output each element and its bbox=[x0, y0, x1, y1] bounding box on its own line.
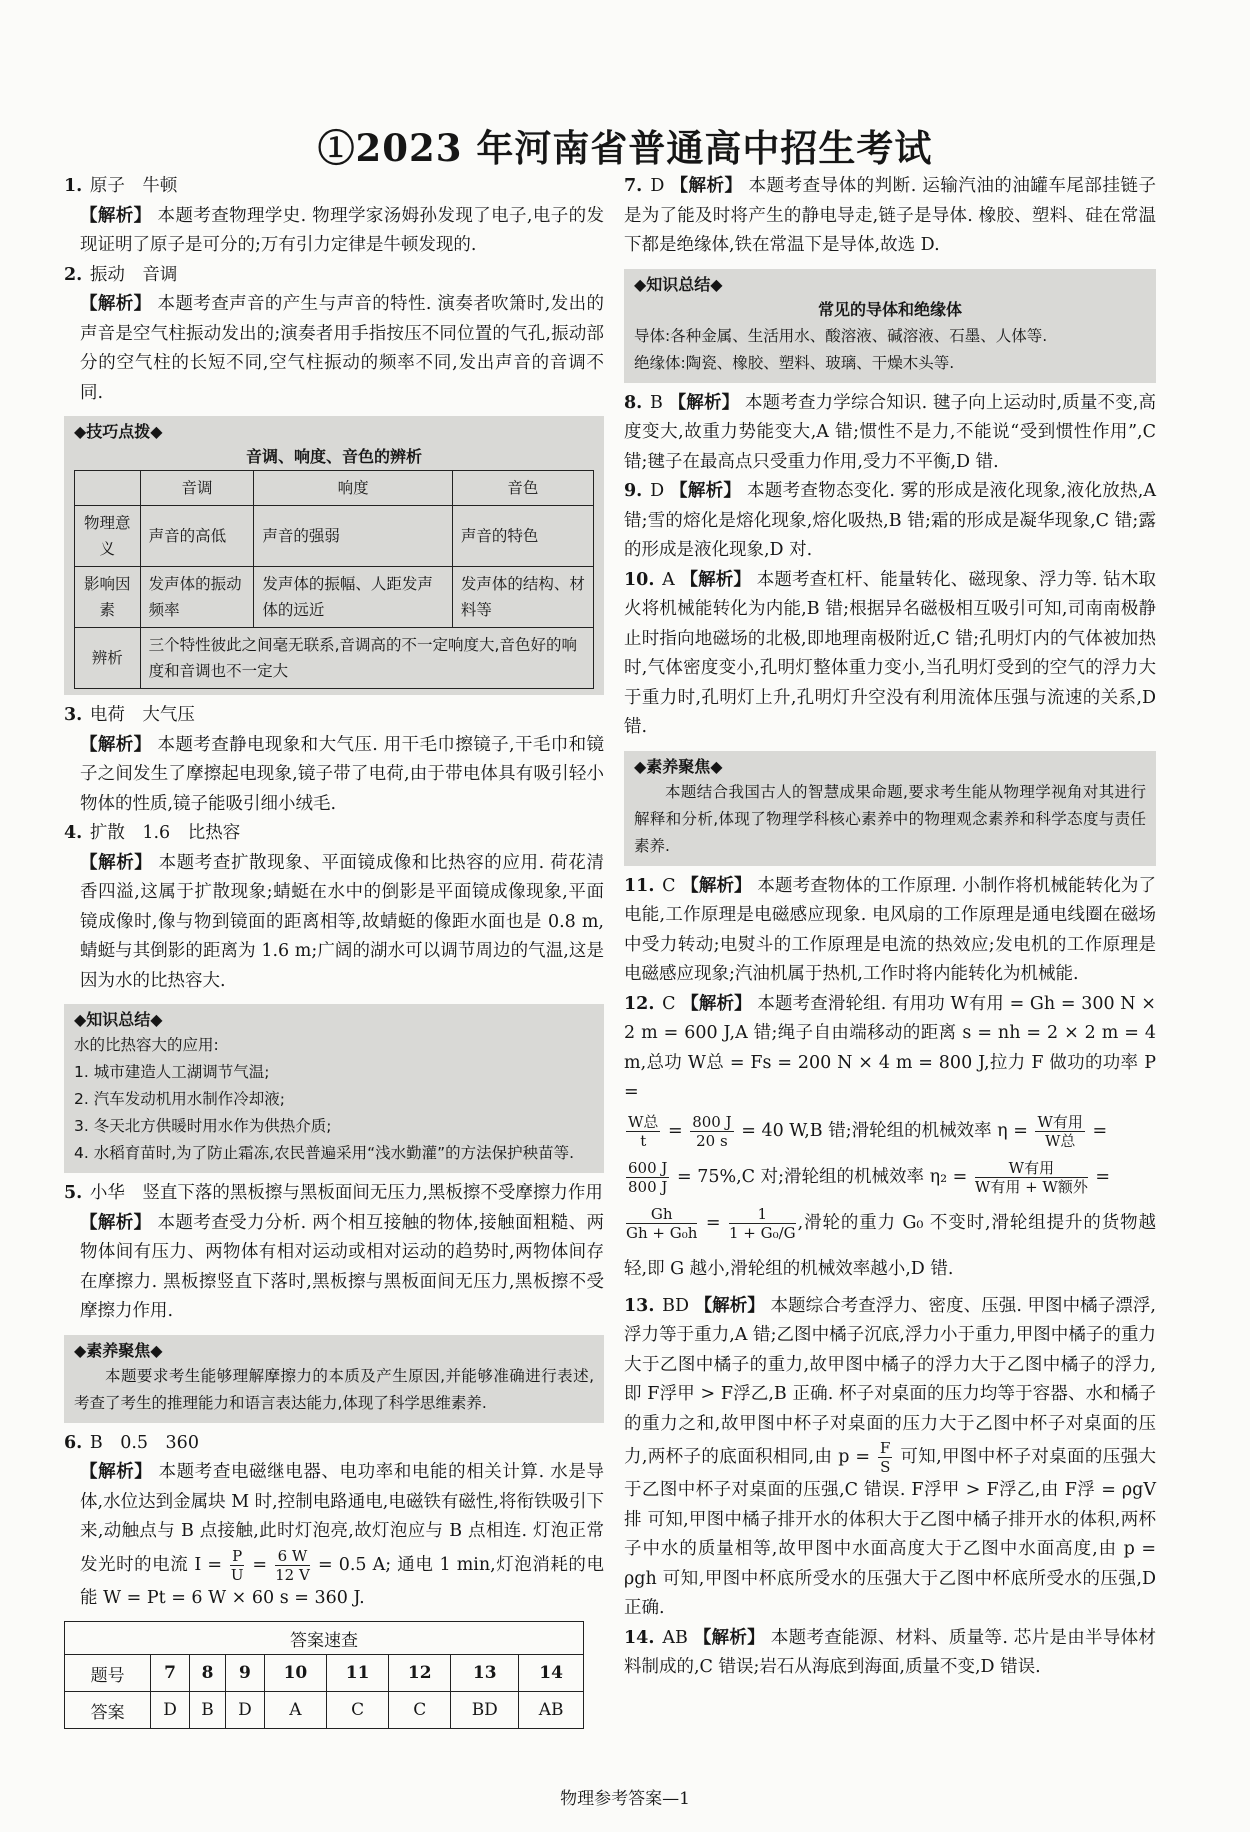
question-7: 7. D 【解析】 本题考查导体的判断. 运输汽油的油罐车尾部挂链子是为了能及时将产生的静电导走,链子是导体. 橡胶、塑料、硅在常温下都是绝缘体,铁在常温下是导体,故选 D. bbox=[624, 176, 1156, 255]
question-2-analysis: 【解析】 本题考查声音的产生与声音的特性. 演奏者吹箫时,发出的声音是空气柱振动发出的;演奏者用手指按压不同位置的气孔,振动部分的空气柱的长短不同,空气柱振动的频率不同,发出声音的音调不同. bbox=[80, 294, 605, 403]
question-14: 14. AB 【解析】 本题考查能源、材料、质量等. 芯片是由半导体材料制成的,C 错误;岩石从海底到海面,质量不变,D 错误. bbox=[624, 1627, 1156, 1677]
tip-cell: 发声体的振幅、人距发声体的远近 bbox=[254, 567, 452, 628]
knowledge-box bbox=[64, 1004, 604, 1173]
tip-box-header: ◆技巧点拨◆ bbox=[74, 422, 163, 441]
question-number: 10 bbox=[264, 1655, 326, 1692]
current-fraction: $\frac{P}{U}$ bbox=[230, 1546, 244, 1584]
knowledge-box-title: 常见的导体和绝缘体 bbox=[817, 299, 962, 319]
tip-row-label: 物理意义 bbox=[75, 506, 141, 567]
question-2-answer: 2. 振动 音调 bbox=[64, 264, 178, 285]
knowledge-box-header: ◆知识总结◆ bbox=[634, 274, 723, 294]
question-5-answer: 5. 小华 竖直下落的黑板擦与黑板面间无压力,黑板擦不受摩擦力作用 bbox=[64, 1183, 603, 1203]
question-10: 10. A 【解析】 本题考查杠杆、能量转化、磁现象、浮力等. 钻木取火将机械能转化为内能,B 错;根据异名磁极相互吸引可知,司南南极静止时指向地磁场的北极,即地理南极附近,C 错;孔明灯内的气体被加热时,气体密度变小,孔明灯整体重力变小,当孔明灯受到的空气的浮力大于重力时,孔明灯上升,孔明灯升空没有利用流体压强与流速的关系,D 错. bbox=[624, 569, 1156, 737]
literacy-text: 本题要求考生能够理解摩擦力的本质及产生原因,并能够准确进行表述,考查了考生的推理能力和语言表达能力,体现了科学思维素养. bbox=[74, 1366, 594, 1412]
question-1-answer: 1. 原子 牛顿 bbox=[64, 176, 178, 196]
question-number: 12 bbox=[389, 1655, 451, 1692]
question-8: 8. B 【解析】 本题考查力学综合知识. 毽子向上运动时,质量不变,高度变大,故重力势能变大,A 错;惯性不是力,不能说“受到惯性作用”,C 错;毽子在最高点只受重力作用,受力不平衡,D 错. bbox=[624, 392, 1157, 472]
question-9: 9. D 【解析】 本题考查物态变化. 雾的形成是液化现象,液化放热,A 错;雪的熔化是熔化现象,熔化吸热,B 错;霜的形成是凝华现象,C 错;露的形成是液化现象,D 对. bbox=[624, 481, 1156, 560]
tip-cell: 声音的强弱 bbox=[254, 506, 452, 567]
answer-table-caption: 答案速查 bbox=[65, 1622, 584, 1655]
knowledge-item: 导体:各种金属、生活用水、酸溶液、碱溶液、石墨、人体等. bbox=[634, 326, 1048, 345]
literacy-box bbox=[64, 1335, 604, 1423]
knowledge-item: 绝缘体:陶瓷、橡胶、塑料、玻璃、干燥木头等. bbox=[634, 353, 955, 372]
answer-cell: AB bbox=[519, 1692, 584, 1729]
left-column bbox=[64, 172, 604, 1729]
literacy-text: 本题结合我国古人的智慧成果命题,要求考生能从物理学视角对其进行解释和分析,体现了物理学科核心素养中的物理观念素养和科学态度与责任素养. bbox=[634, 782, 1146, 855]
question-number: 14 bbox=[519, 1655, 584, 1692]
page-footer: 物理参考答案—1 bbox=[560, 1789, 690, 1809]
tip-cell: 发声体的结构、材料等 bbox=[452, 567, 593, 628]
tip-col-head: 音调 bbox=[140, 471, 254, 506]
question-12-formulas-2: $\frac{600 J}{800 J}$ = 75%,C 对;滑轮组的机械效率 η₂ = $\frac{\text{W有用}}{\text{W有用 + W额外}}$ = bbox=[628, 1158, 1111, 1196]
answer-cell: A bbox=[264, 1692, 326, 1729]
question-12-formulas-3: $\frac{Gh}{\text{Gh + G₀h}}$ = $\frac{1}{\text{1 + G₀/G}}$ ,滑轮的重力 G₀ 不变时,滑轮组提升的货物越轻,即 G 越小,滑轮组的机械效率越小,D 错. bbox=[624, 1204, 1157, 1279]
tip-cell: 发声体的振动频率 bbox=[140, 567, 254, 628]
knowledge-item: 2. 汽车发动机用水制作冷却液; bbox=[74, 1090, 285, 1108]
tip-col-head: 音色 bbox=[452, 471, 593, 506]
knowledge-box-header: ◆知识总结◆ bbox=[74, 1010, 163, 1029]
question-4-answer: 4. 扩散 1.6 比热容 bbox=[64, 823, 241, 843]
tip-row-label: 影响因素 bbox=[75, 567, 141, 628]
question-5-analysis: 【解析】 本题考查受力分析. 两个相互接触的物体,接触面粗糙、两物体间有压力、两物体有相对运动或相对运动的趋势时,两物体间存在摩擦力. 黑板擦竖直下落时,黑板擦与黑板面间无压力,黑板擦不受摩擦力作用. bbox=[80, 1212, 605, 1321]
answer-cell: D bbox=[226, 1692, 265, 1729]
knowledge-item: 3. 冬天北方供暖时用水作为供热介质; bbox=[74, 1117, 332, 1135]
tip-cell: 声音的特色 bbox=[452, 506, 593, 567]
literacy-box-header: ◆素养聚焦◆ bbox=[634, 756, 723, 776]
literacy-box-2 bbox=[624, 751, 1156, 866]
question-1-analysis: 【解析】 本题考查物理学史. 物理学家汤姆孙发现了电子,电子的发现证明了原子是可分的;万有引力定律是牛顿发现的. bbox=[80, 205, 605, 255]
question-6-answer: 6. B 0.5 360 bbox=[64, 1432, 199, 1453]
answer-table-row-label: 答案 bbox=[65, 1692, 151, 1729]
question-number: 9 bbox=[226, 1655, 265, 1692]
tip-col-head: 响度 bbox=[254, 471, 452, 506]
tip-table bbox=[74, 470, 594, 689]
knowledge-item: 4. 水稻育苗时,为了防止霜冻,农民普遍采用“浅水勤灌”的方法保护秧苗等. bbox=[74, 1144, 575, 1162]
tip-cell: 声音的高低 bbox=[140, 506, 254, 567]
answer-cell: D bbox=[151, 1692, 190, 1729]
page-title: ①2023 年河南省普通高中招生考试 bbox=[317, 126, 933, 170]
tip-diff-text: 三个特性彼此之间毫无联系,音调高的不一定响度大,音色好的响度和音调也不一定大 bbox=[140, 628, 593, 689]
answer-quick-table bbox=[64, 1621, 584, 1729]
knowledge-intro: 水的比热容大的应用: bbox=[74, 1036, 219, 1054]
question-4-analysis: 【解析】 本题考查扩散现象、平面镜成像和比热容的应用. 荷花清香四溢,这属于扩散现象;蜻蜓在水中的倒影是平面镜成像现象,平面镜成像时,像与物到镜面的距离相等,故蜻蜓的像距水面也是 0.8 m,蜻蜓与其倒影的距离为 1.6 m;广阔的湖水可以调节周边的气温,这是因为水的比热容大. bbox=[80, 852, 605, 991]
right-column bbox=[624, 172, 1156, 1683]
answer-table-row-label: 题号 bbox=[65, 1655, 151, 1692]
tip-row-label: 辨析 bbox=[75, 628, 141, 689]
current-value-fraction: $\frac{6 W}{12 V}$ bbox=[275, 1546, 310, 1584]
question-number: 13 bbox=[451, 1655, 519, 1692]
question-13: 13. BD 【解析】 本题综合考查浮力、密度、压强. 甲图中橘子漂浮,浮力等于重力,A 错;乙图中橘子沉底,浮力小于重力,甲图中橘子的重力大于乙图中橘子的重力,故甲图中橘子的浮力大于乙图中橘子的浮力,即 F浮甲 > F浮乙,B 正确. 杯子对桌面的压力均等于容器、水和橘子的重力之和,故甲图中杯子对桌面的压力大于乙图中杯子对桌面的压力,两杯子的底面积相同,由 p = $\frac{F}{S}$ 可知,甲图中杯子对桌面的压强大于乙图中杯子对桌面的压强,C 错误. F浮甲 > F浮乙,由 F浮 = ρgV排 可知,甲图中橘子排开水的体积大于乙图中橘子排开水的体积,两杯子中水的质量相等,故甲图中水面高度大于乙图中水面高度,由 p = ρgh 可知,甲图中杯底所受水的压强大于乙图中杯底所受水的压强,D 正确. bbox=[624, 1295, 1156, 1618]
question-12: 12. C 【解析】 本题考查滑轮组. 有用功 W有用 = Gh = 300 N × 2 m = 600 J,A 错;绳子自由端移动的距离 s = nh = 2 × 2 m = 4 m,总功 W总 = Fs = 200 N × 4 m = 800 J,拉力 F 做功的功率 P = bbox=[624, 993, 1156, 1102]
literacy-box-header: ◆素养聚焦◆ bbox=[74, 1340, 163, 1360]
tip-box bbox=[64, 416, 604, 695]
question-11: 11. C 【解析】 本题考查物体的工作原理. 小制作将机械能转化为了电能,工作原理是电磁感应现象. 电风扇的工作原理是通电线圈在磁场中受力转动;电熨斗的工作原理是电流的热效应;发电机的工作原理是电磁感应现象;汽油机属于热机,工作时将内能转化为机械能. bbox=[624, 875, 1156, 984]
question-number: 11 bbox=[327, 1655, 389, 1692]
question-number: 7 bbox=[151, 1655, 190, 1692]
tip-box-title: 音调、响度、音色的辨析 bbox=[245, 447, 422, 466]
question-12-formulas-1: $\frac{\text{W总}}{t}$ = $\frac{800 J}{20 s}$ = 40 W,B 错;滑轮组的机械效率 η = $\frac{\text{W有用}}{\text{W总}}$ = bbox=[628, 1112, 1108, 1150]
knowledge-box-2 bbox=[624, 269, 1156, 383]
question-3-analysis: 【解析】 本题考查静电现象和大气压. 用干毛巾擦镜子,干毛巾和镜子之间发生了摩擦起电现象,镜子带了电荷,由于带电体具有吸引轻小物体的性质,镜子能吸引细小绒毛. bbox=[80, 734, 605, 814]
question-3-answer: 3. 电荷 大气压 bbox=[64, 705, 195, 725]
question-number: 8 bbox=[189, 1655, 225, 1692]
answer-cell: B bbox=[189, 1692, 225, 1729]
question-6-analysis: 【解析】 本题考查电磁继电器、电功率和电能的相关计算. 水是导体,水位达到金属块 M 时,控制电路通电,电磁铁有磁性,将衔铁吸引下来,动触点与 B 点接触,此时灯泡亮,故灯泡应与 B 点相连. 灯泡正常发光时的电流 I = $\frac{P}{U}$ = $\frac{6 W}{12 V}$ = 0.5 A; 通电 1 min,灯泡消耗的电能 W = Pt = 6 W × 60 s = 360 J. bbox=[80, 1462, 605, 1608]
knowledge-item: 1. 城市建造人工湖调节气温; bbox=[74, 1063, 270, 1081]
answer-cell: C bbox=[327, 1692, 389, 1729]
answer-cell: BD bbox=[451, 1692, 519, 1729]
answer-cell: C bbox=[389, 1692, 451, 1729]
